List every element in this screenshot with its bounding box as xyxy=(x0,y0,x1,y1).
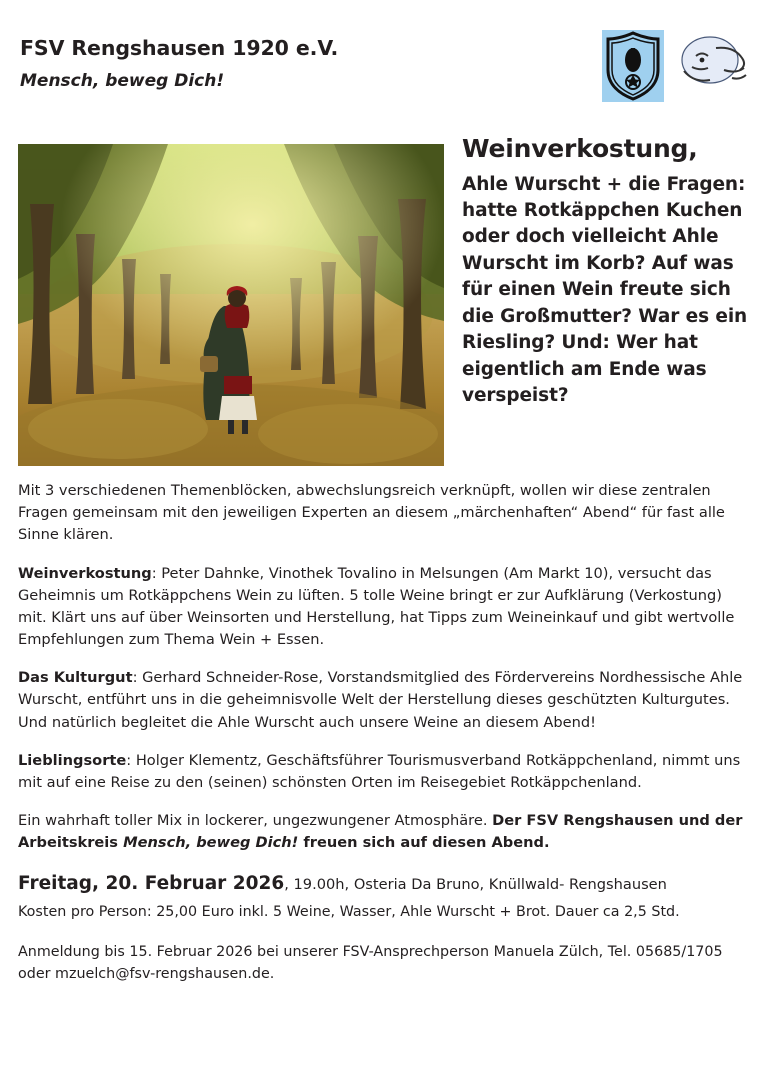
intro-paragraph: Mit 3 verschiedenen Themenblöcken, abwechslungsreich verknüpft, wollen wir diese zentralen Fragen gemeinsam mit den jeweiligen Experten an diesem „märchenhaften“ Abend“ für fast alle Sinne klären. xyxy=(18,482,725,544)
block-text-weinverkostung: : Peter Dahnke, Vinothek Tovalino in Melsungen (Am Markt 10), versucht das Geheimnis um Rotkäppchens Wein zu lüften. 5 tolle Weine bringt er zur Aufklärung (Verkostung) mit. Klärt uns auf über Weinsorten und Herstellung, hat Tipps zum Weineinkauf und gibt wertvolle Empfehlungen zum Thema Wein + Essen. xyxy=(18,564,735,649)
fsv-crest-icon xyxy=(602,30,664,102)
page-title: FSV Rengshausen 1920 e.V. xyxy=(20,36,339,60)
closing-bold-2: freuen sich auf diesen Abend. xyxy=(298,834,550,852)
closing-italic: Mensch, beweg Dich! xyxy=(123,834,299,852)
logo-group xyxy=(602,30,752,102)
event-headline: Weinverkostung, xyxy=(462,134,698,163)
block-lead-weinverkostung: Weinverkostung xyxy=(18,564,152,582)
header xyxy=(20,36,550,91)
closing-plain: Ein wahrhaft toller Mix in lockerer, ungezwungener Atmosphäre. xyxy=(18,812,493,830)
block-text-kulturgut: : Gerhard Schneider-Rose, Vorstandsmitglied des Fördervereins Nordhessische Ahle Wurscht, entführt uns in die geheimnisvolle Welt der Herstellung dieses geschützten Kulturgutes. Und natürlich begleitet die Ahle Wurscht auch unsere Weine an diesem Abend! xyxy=(18,669,743,731)
block-lead-kulturgut: Das Kulturgut xyxy=(18,669,133,687)
block-paragraph-weinverkostung xyxy=(18,563,754,652)
block-paragraph-kulturgut xyxy=(18,667,754,734)
block-lead-lieblingsorte: Lieblingsorte xyxy=(18,751,127,769)
body-content xyxy=(18,480,754,985)
club-slogan: Mensch, beweg Dich! xyxy=(20,70,225,91)
signup-info: Anmeldung bis 15. Februar 2026 bei unserer FSV-Ansprechperson Manuela Zülch, Tel. 05685/1705 oder mzuelch@fsv-rengshausen.de. xyxy=(18,943,723,982)
hero-photo xyxy=(18,144,444,466)
mensch-beweg-dich-face-icon xyxy=(672,34,752,96)
event-cost: Kosten pro Person: 25,00 Euro inkl. 5 Weine, Wasser, Ahle Wurscht + Brot. Dauer ca 2,5 Std. xyxy=(18,904,680,921)
event-date: Freitag, 20. Februar 2026 xyxy=(18,873,285,895)
block-paragraph-lieblingsorte xyxy=(18,750,754,794)
closing-bold-1: Der FSV Rengshausen und der Arbeitskreis xyxy=(18,812,743,852)
closing-paragraph xyxy=(18,810,754,854)
event-subheadline: Ahle Wurscht + die Fragen: hatte Rotkäppchen Kuchen oder doch vielleicht Ahle Wurscht im Korb? Auf was für einen Wein freute sich die Großmutter? War es ein Riesling? Und: Wer hat eigentlich am Ende was verspeist? xyxy=(462,173,748,407)
event-date-details: , 19.00h, Osteria Da Bruno, Knüllwald- Rengshausen xyxy=(284,876,667,894)
event-date-line xyxy=(18,870,754,898)
block-text-lieblingsorte: : Holger Klementz, Geschäftsführer Tourismusverband Rotkäppchenland, nimmt uns mit auf eine Reise zu den (seinen) schönsten Orten im Reisegebiet Rotkäppchenland. xyxy=(18,751,741,791)
headline-column xyxy=(462,134,758,410)
